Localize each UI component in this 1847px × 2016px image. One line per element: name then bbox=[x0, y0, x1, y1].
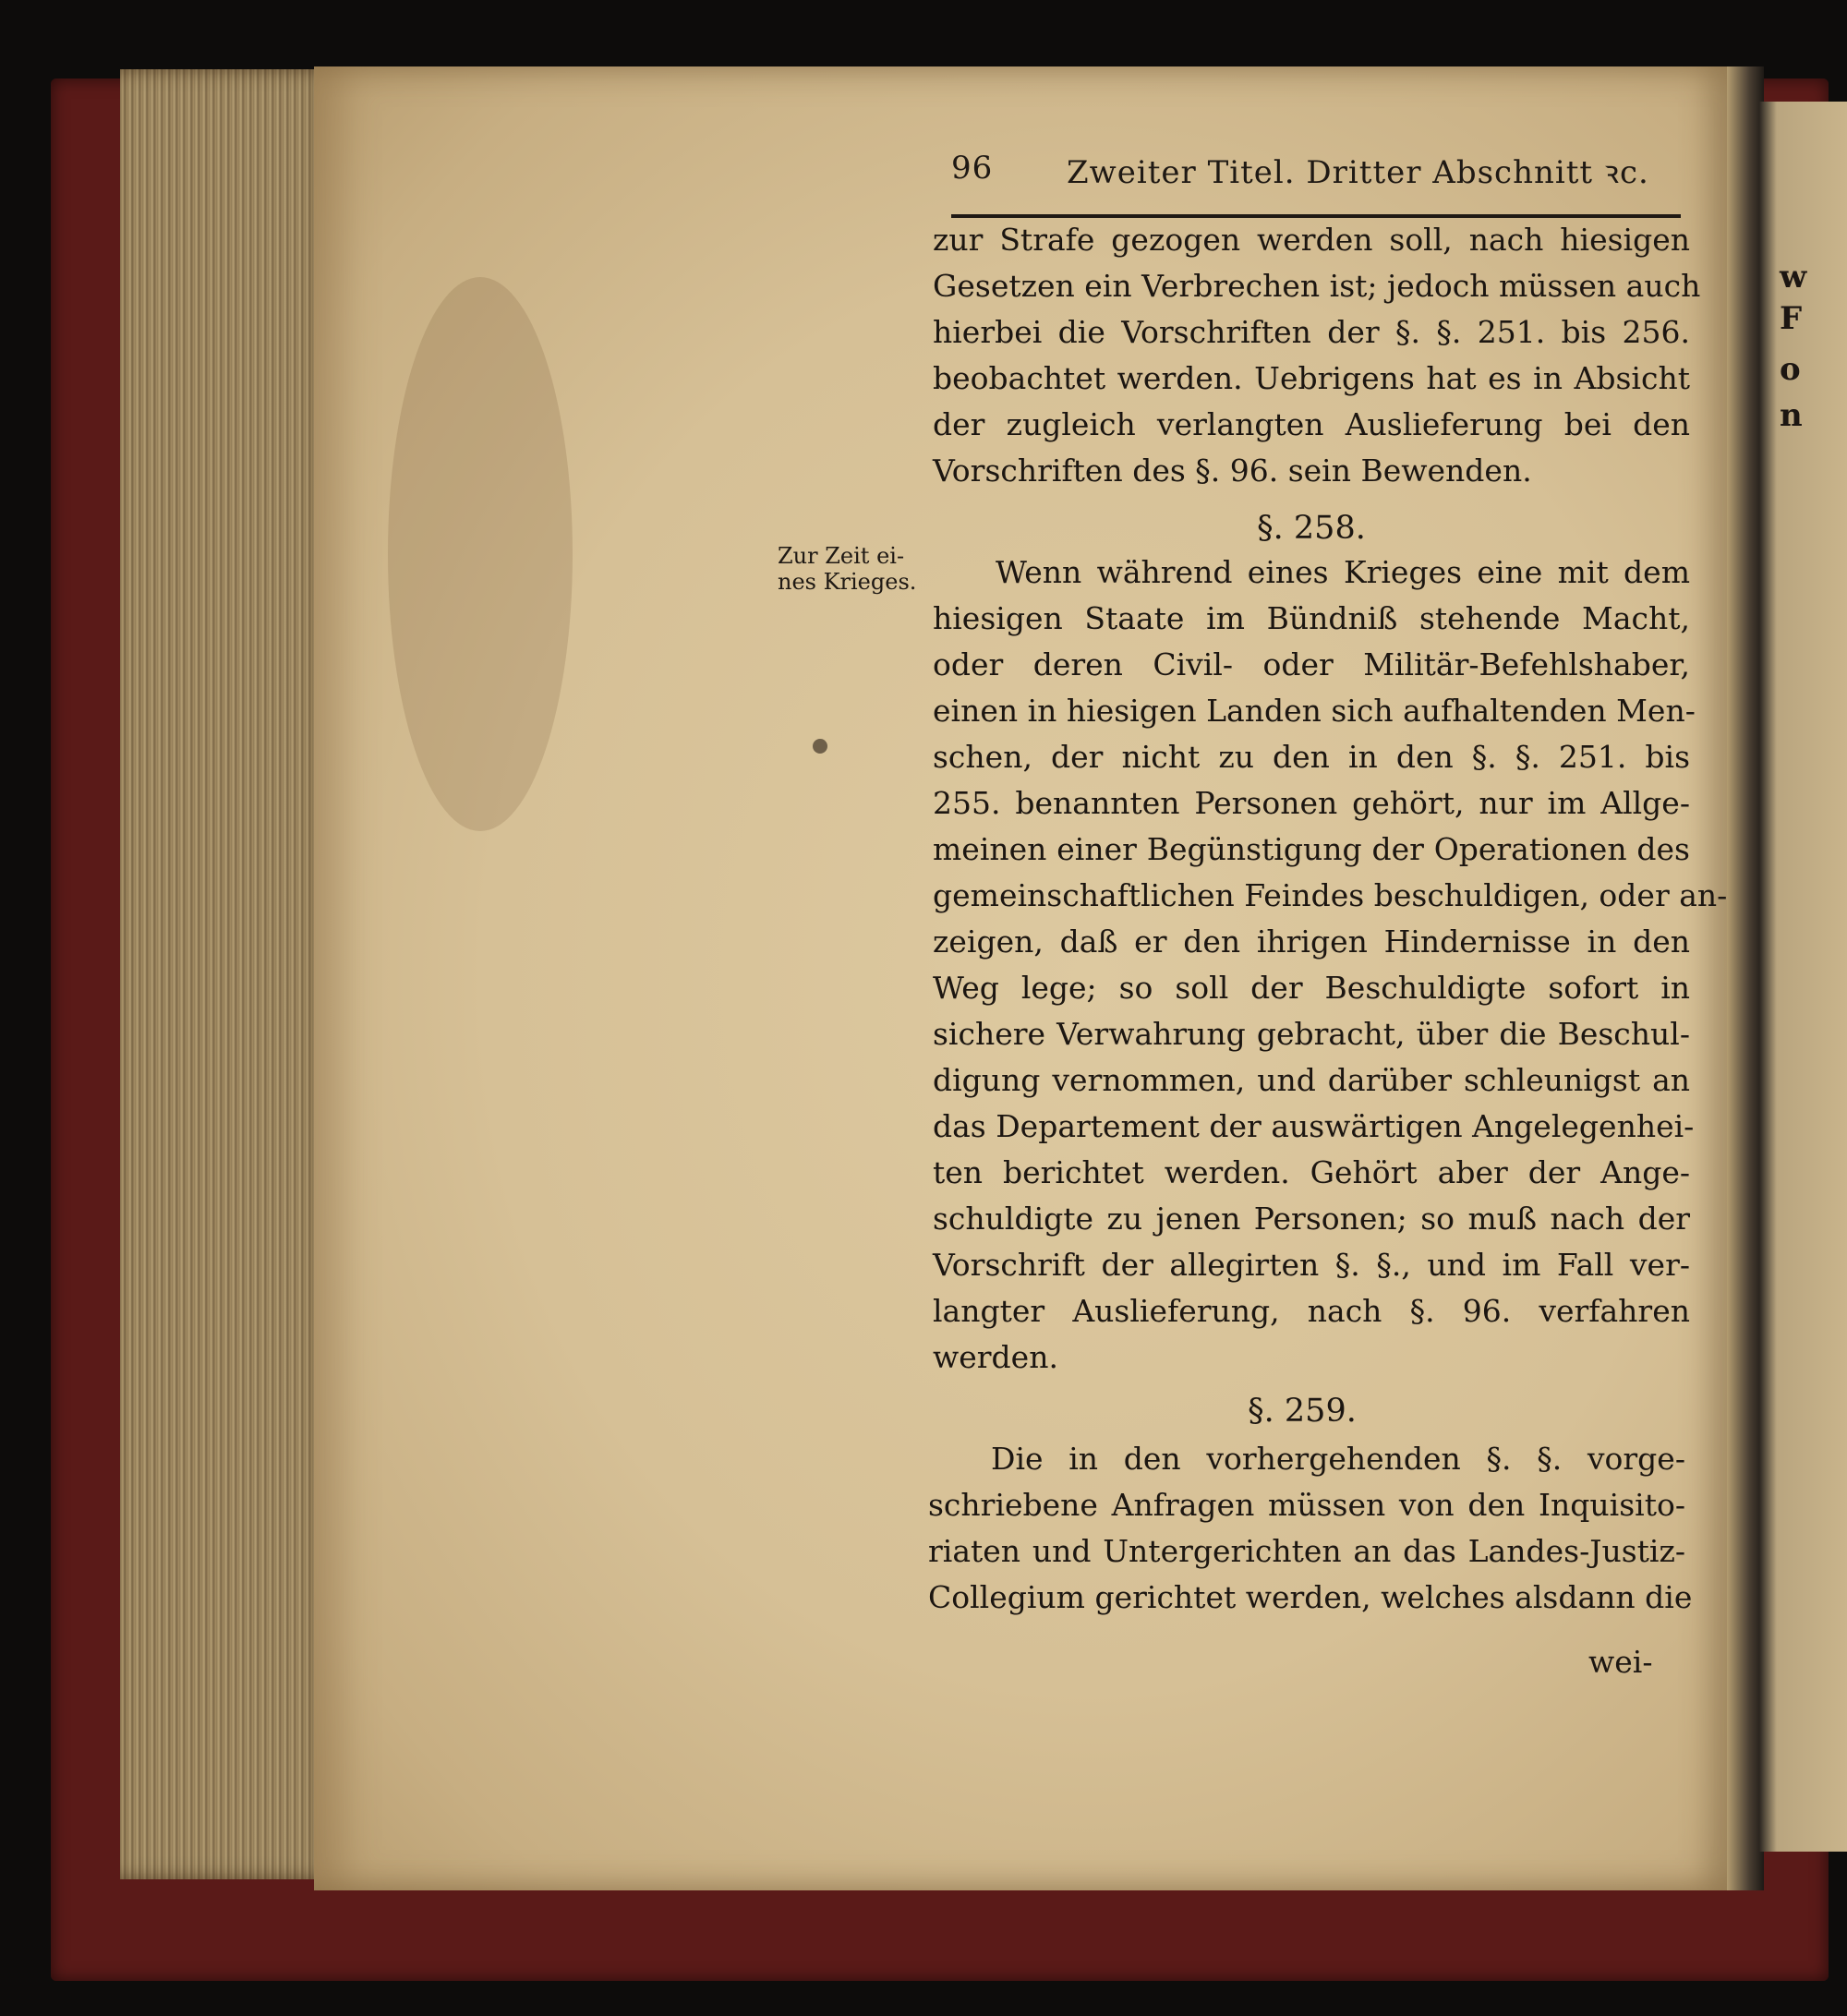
paper-stain bbox=[388, 277, 573, 831]
marginal-note bbox=[778, 543, 935, 595]
facing-page-edge bbox=[1759, 102, 1847, 1852]
section-heading-259: §. 259. bbox=[1248, 1393, 1357, 1430]
text-line: werden. bbox=[933, 1339, 1058, 1375]
text-line: Collegium gerichtet werden, welches alsdann die bbox=[928, 1579, 1693, 1615]
text-line: hiesigen Staate im Bündniß stehende Macht, bbox=[933, 600, 1690, 636]
text-line: beobachtet werden. Uebrigens hat es in Absicht bbox=[933, 360, 1690, 396]
text-line: Wenn während eines Krieges eine mit dem bbox=[996, 554, 1690, 590]
facing-page-fragment: n bbox=[1780, 397, 1803, 434]
text-line: sichere Verwahrung gebracht, über die Beschul- bbox=[933, 1016, 1690, 1052]
catchword: wei- bbox=[1588, 1644, 1653, 1680]
facing-page-fragment: F bbox=[1780, 300, 1803, 337]
text-line: das Departement der auswärtigen Angelegenhei- bbox=[933, 1108, 1695, 1144]
marginal-note-line: Zur Zeit ei- bbox=[778, 543, 905, 569]
text-line: Die in den vorhergehenden §. §. vorge- bbox=[991, 1441, 1685, 1477]
text-line: gemeinschaftlichen Feindes beschuldigen, oder an- bbox=[933, 877, 1728, 913]
text-line: der zugleich verlangten Auslieferung bei den bbox=[933, 406, 1690, 442]
marginal-note-line: nes Krieges. bbox=[778, 569, 917, 595]
text-line: Vorschriften des §. 96. sein Bewenden. bbox=[933, 453, 1532, 489]
text-line: Vorschrift der allegirten §. §., und im Fall ver- bbox=[933, 1247, 1690, 1283]
page-number: 96 bbox=[951, 150, 994, 187]
text-line: einen in hiesigen Landen sich aufhaltenden Men- bbox=[933, 693, 1696, 729]
text-line: Weg lege; so soll der Beschuldigte sofort in bbox=[933, 970, 1690, 1006]
page-edges bbox=[120, 69, 332, 1879]
text-line: ten berichtet werden. Gehört aber der Ange- bbox=[933, 1154, 1690, 1190]
text-line: schriebene Anfragen müssen von den Inquisito- bbox=[928, 1487, 1685, 1523]
text-line: schuldigte zu jenen Personen; so muß nach der bbox=[933, 1201, 1690, 1237]
gutter bbox=[1727, 66, 1764, 1890]
text-line: Gesetzen ein Verbrechen ist; jedoch müssen auch bbox=[933, 268, 1701, 304]
facing-page-fragment: o bbox=[1780, 351, 1801, 388]
text-line: hierbei die Vorschriften der §. §. 251. bis 256. bbox=[933, 314, 1690, 350]
text-line: zeigen, daß er den ihrigen Hindernisse in den bbox=[933, 923, 1690, 960]
text-line: riaten und Untergerichten an das Landes-Justiz- bbox=[928, 1533, 1685, 1569]
section-heading-258: §. 258. bbox=[1257, 510, 1366, 547]
paper-stain bbox=[813, 739, 827, 754]
text-line: oder deren Civil- oder Militär-Befehlshaber, bbox=[933, 646, 1690, 682]
running-title: Zweiter Titel. Dritter Abschnitt ꝛc. bbox=[1067, 154, 1649, 191]
text-line: meinen einer Begünstigung der Operationen des bbox=[933, 831, 1690, 867]
text-line: digung vernommen, und darüber schleunigst an bbox=[933, 1062, 1690, 1098]
text-line: langter Auslieferung, nach §. 96. verfahren bbox=[933, 1293, 1690, 1329]
text-line: 255. benannten Personen gehört, nur im Allge- bbox=[933, 785, 1690, 821]
facing-page-fragment: w bbox=[1780, 259, 1807, 296]
text-line: zur Strafe gezogen werden soll, nach hiesigen bbox=[933, 222, 1690, 258]
header-rule bbox=[951, 214, 1681, 218]
text-line: schen, der nicht zu den in den §. §. 251. bis bbox=[933, 739, 1690, 775]
